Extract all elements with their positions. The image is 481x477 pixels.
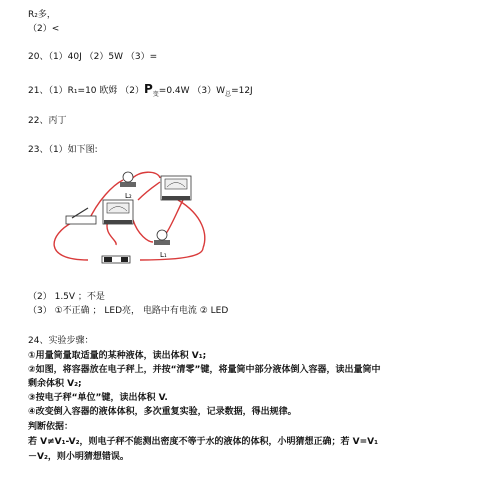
- judge-line-2: －V₂，则小明猜想错误。: [28, 452, 129, 462]
- line-q24: 24、实验步骤：: [28, 336, 94, 346]
- line-q23-3: （3） ①不正确 ； LED亮， 电路中有电流 ② LED: [28, 306, 229, 316]
- line-q21: [28, 83, 253, 101]
- q21-part-c: =12J: [231, 86, 253, 96]
- circuit-diagram: [28, 160, 238, 290]
- q21-p-subscript: 变: [152, 90, 159, 98]
- line-q22: 22、丙丁: [28, 116, 67, 126]
- q21-part-a: 21、（1）R₁=10 欧姆 （2）: [28, 86, 144, 96]
- bulb-l2: [120, 172, 136, 187]
- step-4: ④改变倒入容器的液体体积，多次重复实验，记录数据，得出规律。: [28, 407, 297, 417]
- line-q23-2: （2） 1.5V ；不是: [28, 292, 105, 302]
- q21-p-symbol: P: [143, 82, 153, 96]
- step-2-cont: 剩余体积 V₂;: [28, 379, 82, 389]
- line-part2-lt: （2）<: [28, 24, 60, 34]
- judge-line-1: 若 V≠V₁-V₂，则电子秤不能测出密度不等于水的液体的体积，小明猜想正确；若 V=V₁: [28, 437, 379, 447]
- switch: [66, 208, 96, 224]
- label-l1: L₁: [160, 251, 167, 259]
- voltmeter-middle: [103, 200, 133, 224]
- voltmeter-top: [161, 176, 191, 200]
- line-r2-more: R₂多，: [28, 10, 56, 20]
- step-1: ①用量筒量取适量的某种液体，读出体积 V₁;: [28, 351, 207, 361]
- step-2: ②如图，将容器放在电子秤上，并按“清零”键，将量筒中部分液体倒入容器，读出量筒中: [28, 365, 381, 375]
- judge-heading: 判断依据：: [28, 422, 74, 432]
- label-l2: L₂: [125, 192, 132, 200]
- q21-part-b: =0.4W （3）W: [158, 86, 226, 96]
- step-3: ③按电子秤“单位”键，读出体积 V.: [28, 393, 168, 403]
- led-component: [102, 256, 130, 263]
- line-q23: 23、（1）如下图:: [28, 145, 98, 155]
- line-q20: 20、（1）40J （2）5W （3）=: [28, 52, 158, 62]
- q21-w-subscript: 总: [225, 90, 232, 98]
